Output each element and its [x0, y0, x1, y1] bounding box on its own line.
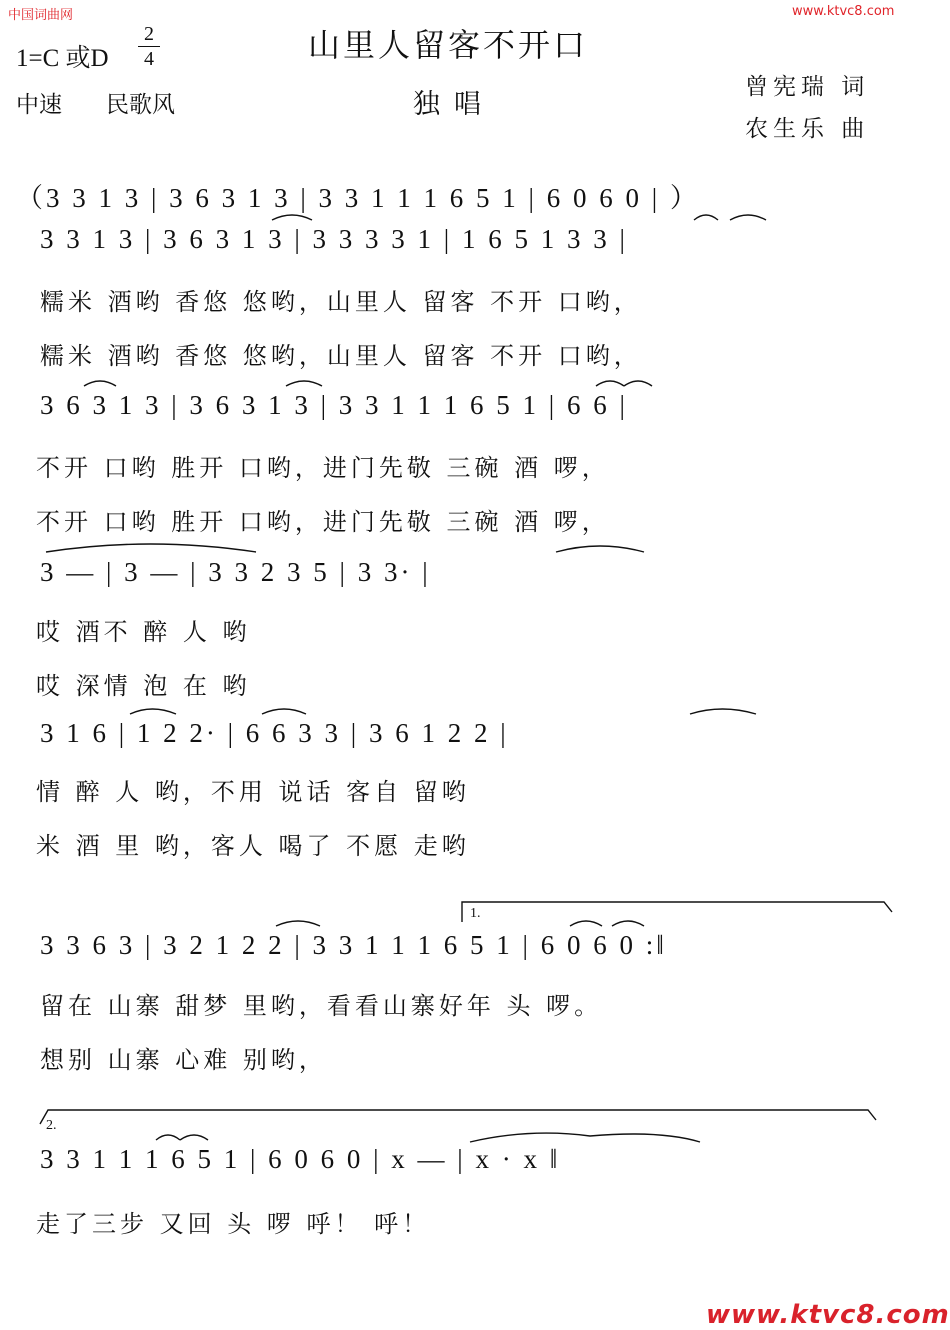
lyric-line-3-verse-1: 哎 酒不 醉 人 哟 — [36, 618, 251, 646]
site-watermark-left: 中国词曲网 — [8, 8, 74, 23]
slur-mark — [276, 921, 320, 926]
song-title: 山里人留客不开口 — [308, 26, 589, 64]
tempo-marking: 中速 — [16, 92, 62, 118]
slur-mark — [694, 215, 718, 220]
notation-line-4: 3 1 6 | 1 2 2· | 6 6 3 3 | 3 6 1 2 2 | — [40, 718, 509, 748]
notation-line-6: 3 3 1 1 1 6 5 1 | 6 0 6 0 | x — | x · x ‖ — [40, 1144, 561, 1174]
meter-top: 2 — [144, 23, 154, 45]
lyric-line-4-verse-1: 情 醉 人 哟，不用 说话 客自 留哟 — [36, 778, 470, 806]
volta-1-label: 1. — [470, 906, 481, 921]
slur-mark — [624, 381, 652, 386]
notation-line-2: 3 6 3 1 3 | 3 6 3 1 3 | 3 3 1 1 1 6 5 1 | 6 6 | — [40, 390, 628, 420]
lyricist-credit: 曾宪瑞 词 — [745, 74, 870, 100]
notation-line-3: 3 — | 3 — | 3 3 2 3 5 | 3 3· | — [40, 557, 431, 587]
lyric-line-1-verse-2: 糯米 酒哟 香悠 悠哟，山里人 留客 不开 口哟， — [40, 342, 642, 370]
performance-type: 独唱 — [413, 89, 495, 120]
volta-2-label: 2. — [46, 1118, 57, 1133]
slur-mark — [690, 709, 756, 714]
slur-mark — [84, 381, 116, 386]
lyric-line-2-verse-2: 不开 口哟 胜开 口哟，进门先敬 三碗 酒 啰， — [36, 508, 610, 536]
volta-1-bracket — [462, 902, 892, 922]
composer-credit: 农生乐 曲 — [745, 116, 870, 142]
slur-mark — [286, 381, 322, 386]
lyric-line-4-verse-2: 米 酒 里 哟，客人 喝了 不愿 走哟 — [36, 832, 470, 860]
lyric-line-5-verse-2: 想别 山寨 心难 别哟， — [40, 1046, 327, 1074]
site-watermark-right: www.ktvc8.com — [792, 4, 895, 19]
slur-mark — [272, 215, 312, 220]
slur-mark — [156, 1135, 180, 1140]
lyric-line-3-verse-2: 哎 深情 泡 在 哟 — [36, 672, 251, 700]
style-marking: 民歌风 — [106, 92, 175, 118]
meter-bottom: 4 — [144, 48, 154, 70]
slur-mark — [130, 709, 176, 714]
volta-2-bracket — [40, 1110, 876, 1124]
site-logo: www.ktvc8.com — [706, 1300, 950, 1330]
notation-line-1: 3 3 1 3 | 3 6 3 1 3 | 3 3 3 3 1 | 1 6 5 1 3 3 | — [40, 224, 628, 254]
lyric-line-6-verse-1: 走了三步 又回 头 啰 呼！ 呼！ — [36, 1210, 431, 1238]
lyric-line-1-verse-1: 糯米 酒哟 香悠 悠哟，山里人 留客 不开 口哟， — [40, 288, 642, 316]
slur-mark — [470, 1133, 700, 1142]
slur-mark — [180, 1135, 208, 1140]
notation-line-intro: （3 3 1 3 | 3 6 3 1 3 | 3 3 1 1 1 6 5 1 | 6 0 6 0 | ） — [16, 183, 700, 213]
slur-mark — [556, 546, 644, 552]
notation-line-5: 3 3 6 3 | 3 2 1 2 2 | 3 3 1 1 1 6 5 1 | 6 0 6 0 :‖ — [40, 930, 667, 960]
key-signature: 1=C 或D — [16, 45, 109, 72]
slur-mark — [262, 709, 306, 714]
slur-mark — [730, 215, 766, 220]
lyric-line-2-verse-1: 不开 口哟 胜开 口哟，进门先敬 三碗 酒 啰， — [36, 454, 610, 482]
lyric-line-5-verse-1: 留在 山寨 甜梦 里哟，看看山寨好年 头 啰。 — [40, 992, 603, 1020]
slur-mark — [570, 921, 602, 926]
tie-mark — [46, 544, 256, 552]
slur-mark — [596, 381, 624, 386]
slur-mark — [612, 921, 644, 926]
